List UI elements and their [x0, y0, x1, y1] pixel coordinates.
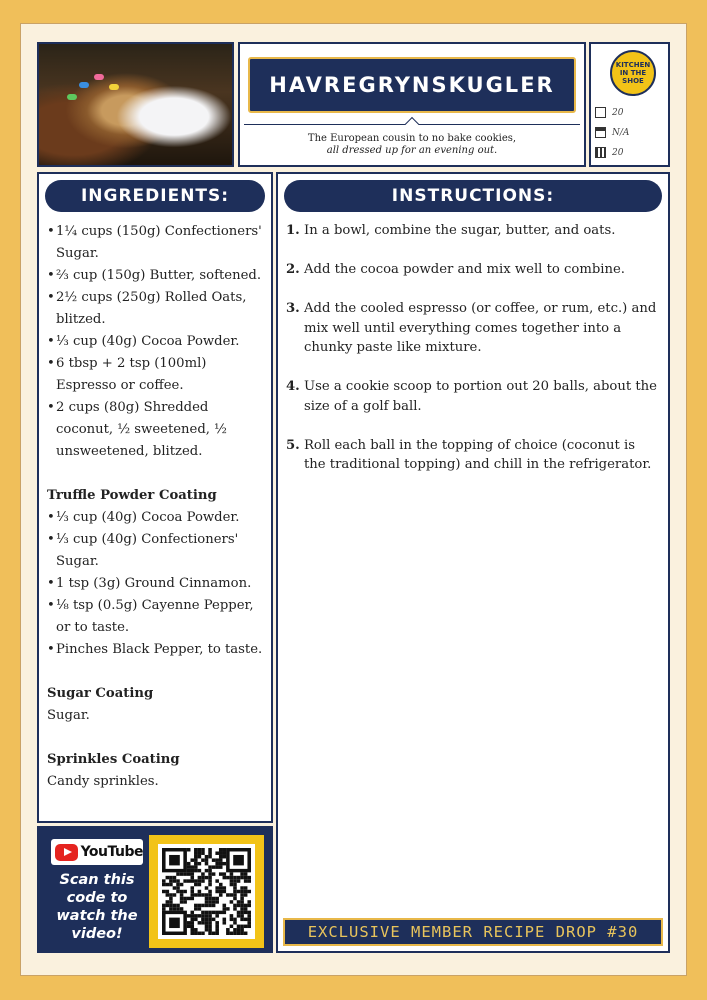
youtube-play-icon — [55, 844, 78, 861]
step-text: Add the cocoa powder and mix well to combine. — [304, 262, 625, 277]
step-number: 5. — [286, 437, 300, 453]
sugar-coating-text: Sugar. — [47, 708, 90, 723]
meta-servings-value: 20 — [612, 107, 624, 118]
truffle-ingredients — [47, 507, 269, 661]
meta-servings — [595, 107, 623, 118]
youtube-logo[interactable] — [51, 839, 143, 865]
ingredients-heading: INGREDIENTS: — [45, 180, 265, 212]
qr-frame — [149, 835, 264, 948]
recipe-photo — [37, 42, 234, 167]
sprinkles-coating-text: Candy sprinkles. — [47, 774, 159, 789]
meta-cook-time — [595, 127, 629, 138]
recipe-title: HAVREGRYNSKUGLER — [248, 57, 576, 113]
sprinkle-decoration — [67, 94, 77, 100]
instruction-step — [286, 299, 658, 358]
qr-code[interactable] — [158, 844, 255, 939]
member-drop-banner: EXCLUSIVE MEMBER RECIPE DROP #30 — [283, 918, 663, 946]
step-number: 4. — [286, 379, 300, 394]
meta-cook-time-value: N/A — [612, 127, 630, 138]
checklist-icon — [595, 107, 606, 118]
subtitle-line-1: The European cousin to no bake cookies, — [307, 133, 517, 144]
sprinkle-decoration — [94, 74, 104, 80]
main-ingredients — [47, 221, 269, 463]
ingredient-item: • Pinches Black Pepper, to taste. — [47, 639, 269, 661]
instruction-step — [286, 260, 658, 280]
meta-panel — [589, 42, 670, 167]
step-text: In a bowl, combine the sugar, butter, and oats. — [304, 223, 616, 238]
instructions-panel — [276, 172, 670, 953]
brand-logo: KITCHEN IN THE SHOE — [610, 50, 656, 96]
divider-notch — [405, 117, 419, 131]
ingredients-list — [47, 221, 269, 793]
instructions-list — [286, 221, 658, 494]
clock-icon — [595, 147, 606, 158]
qr-code-graphic — [162, 848, 251, 935]
ingredient-item: • ⅓ cup (40g) Cocoa Powder. — [47, 331, 269, 353]
instruction-step — [286, 436, 658, 475]
step-text: Roll each ball in the topping of choice (coconut is the traditional topping) and chill in the refrigerator. — [304, 437, 652, 472]
ingredient-item: • ⅓ cup (40g) Confectioners' Sugar. — [47, 529, 269, 573]
youtube-logo-text: YouTube — [80, 844, 143, 860]
step-number: 3. — [286, 301, 300, 316]
ingredient-item: • ⅔ cup (150g) Butter, softened. — [47, 265, 269, 287]
sprinkle-decoration — [79, 82, 89, 88]
ingredient-item: • 2 cups (80g) Shredded coconut, ½ sweetened, ½ unsweetened, blitzed. — [47, 397, 269, 463]
sugar-coating-heading: Sugar Coating — [47, 686, 154, 701]
ingredient-item: • 2½ cups (250g) Rolled Oats, blitzed. — [47, 287, 269, 331]
step-number: 2. — [286, 262, 300, 277]
ingredients-panel — [37, 172, 273, 823]
sprinkles-coating-heading: Sprinkles Coating — [47, 752, 180, 767]
youtube-cta: Scan this code to watch the video! — [56, 872, 138, 942]
instruction-step — [286, 377, 658, 416]
recipe-subtitle — [250, 133, 574, 157]
step-text: Use a cookie scoop to portion out 20 balls, about the size of a golf ball. — [304, 379, 657, 414]
ingredient-item: • ⅓ cup (40g) Cocoa Powder. — [47, 507, 269, 529]
instructions-heading: INSTRUCTIONS: — [284, 180, 662, 212]
step-text: Add the cooled espresso (or coffee, or rum, etc.) and mix well until everything comes together into a chunky paste like mixture. — [304, 301, 657, 355]
truffle-coating-heading: Truffle Powder Coating — [47, 488, 217, 503]
subtitle-line-2: all dressed up for an evening out. — [326, 145, 498, 156]
youtube-panel — [37, 826, 273, 953]
ingredient-item: • 1¼ cups (150g) Confectioners' Sugar. — [47, 221, 269, 265]
title-panel — [238, 42, 586, 167]
timer-icon — [595, 127, 606, 138]
ingredient-item: • 6 tbsp + 2 tsp (100ml) Espresso or coffee. — [47, 353, 269, 397]
ingredient-item: • ⅛ tsp (0.5g) Cayenne Pepper, or to taste. — [47, 595, 269, 639]
meta-prep-time — [595, 147, 623, 158]
instruction-step — [286, 221, 658, 241]
sprinkle-decoration — [109, 84, 119, 90]
ingredient-item: • 1 tsp (3g) Ground Cinnamon. — [47, 573, 269, 595]
meta-prep-time-value: 20 — [612, 147, 624, 158]
step-number: 1. — [286, 223, 300, 238]
